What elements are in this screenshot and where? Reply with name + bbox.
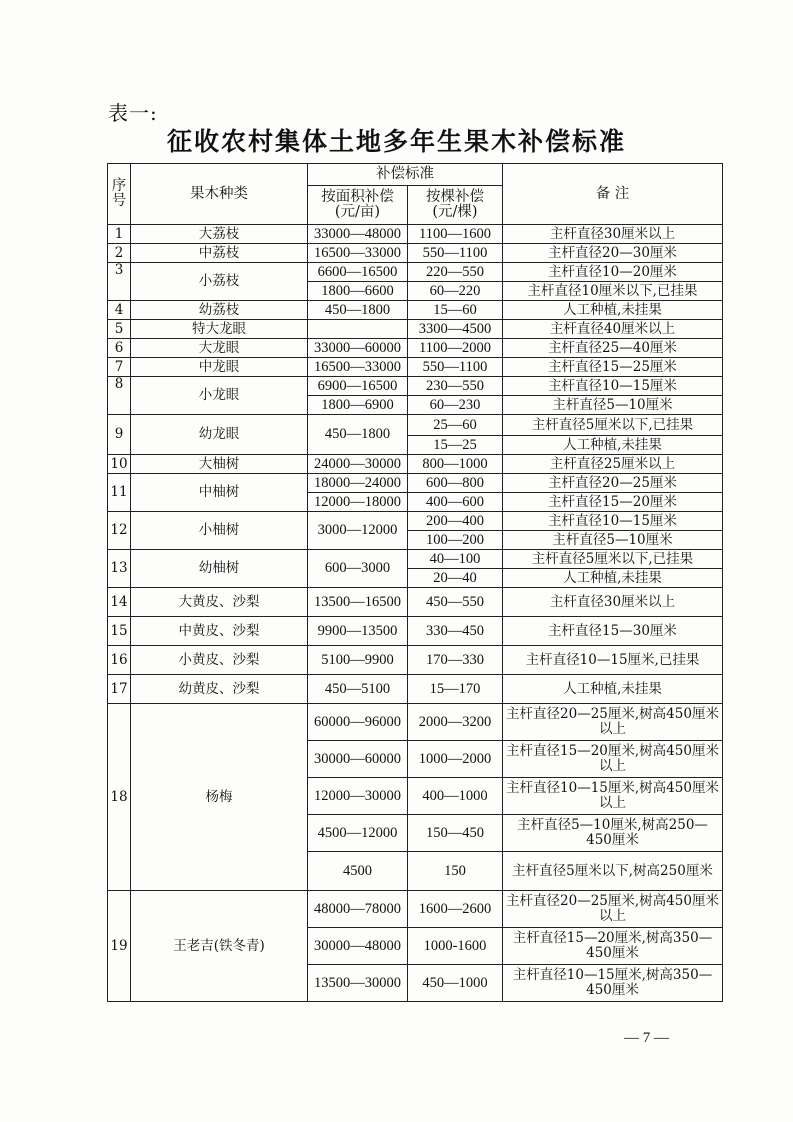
cell-area: 13500—16500 xyxy=(308,588,408,617)
cell-tree: 60—230 xyxy=(408,396,503,415)
cell-tree: 1100—1600 xyxy=(408,225,503,244)
cell-area: 3000—12000 xyxy=(308,512,408,550)
cell-note: 主杆直径15—30厘米 xyxy=(503,617,723,646)
page-number: — 7 — xyxy=(624,1030,669,1046)
cell-variety: 幼柚树 xyxy=(131,550,308,588)
cell-tree: 15—60 xyxy=(408,301,503,320)
cell-tree: 330—450 xyxy=(408,617,503,646)
cell-area: 12000—18000 xyxy=(308,493,408,512)
cell-seq: 6 xyxy=(108,339,131,358)
table-row xyxy=(108,320,723,339)
header-area-line2: (元/亩) xyxy=(334,204,381,220)
header-variety: 果木种类 xyxy=(131,164,308,225)
cell-note: 主杆直径25厘米以上 xyxy=(503,455,723,474)
cell-area: 16500—33000 xyxy=(308,358,408,377)
cell-seq: 11 xyxy=(108,474,131,512)
cell-variety: 小龙眼 xyxy=(131,377,308,415)
table-row xyxy=(108,512,723,531)
table-row xyxy=(108,891,723,928)
cell-note: 主杆直径5—10厘米 xyxy=(503,531,723,550)
cell-variety: 中黄皮、沙梨 xyxy=(131,617,308,646)
cell-seq: 4 xyxy=(108,301,131,320)
cell-note: 主杆直径10—15厘米,树高350—450厘米 xyxy=(503,965,723,1002)
cell-tree: 170—330 xyxy=(408,646,503,675)
cell-note: 主杆直径15—20厘米 xyxy=(503,493,723,512)
cell-note: 主杆直径10厘米以下,已挂果 xyxy=(503,282,723,301)
cell-note: 主杆直径15—20厘米,树高450厘米以上 xyxy=(503,741,723,778)
cell-tree: 1000-1600 xyxy=(408,928,503,965)
cell-tree: 200—400 xyxy=(408,512,503,531)
table-row xyxy=(108,377,723,396)
cell-variety: 小柚树 xyxy=(131,512,308,550)
cell-tree: 20—40 xyxy=(408,569,503,588)
cell-tree: 15—170 xyxy=(408,675,503,704)
cell-area: 1800—6600 xyxy=(308,282,408,301)
cell-seq: 13 xyxy=(108,550,131,588)
cell-area: 33000—60000 xyxy=(308,339,408,358)
cell-area: 18000—24000 xyxy=(308,474,408,493)
cell-area: 450—5100 xyxy=(308,675,408,704)
cell-variety: 幼黄皮、沙梨 xyxy=(131,675,308,704)
cell-tree: 150—450 xyxy=(408,815,503,852)
cell-note: 人工种植,未挂果 xyxy=(503,301,723,320)
cell-variety: 杨梅 xyxy=(131,704,308,891)
cell-area: 48000—78000 xyxy=(308,891,408,928)
cell-variety: 中柚树 xyxy=(131,474,308,512)
cell-note: 主杆直径10—15厘米 xyxy=(503,377,723,396)
cell-tree: 400—600 xyxy=(408,493,503,512)
cell-variety: 大龙眼 xyxy=(131,339,308,358)
table-row xyxy=(108,704,723,741)
table-row xyxy=(108,455,723,474)
cell-area xyxy=(308,320,408,339)
cell-area: 450—1800 xyxy=(308,415,408,455)
cell-tree: 230—550 xyxy=(408,377,503,396)
header-remark: 备 注 xyxy=(503,164,723,225)
table-row xyxy=(108,263,723,282)
cell-area: 6600—16500 xyxy=(308,263,408,282)
cell-area: 60000—96000 xyxy=(308,704,408,741)
compensation-table xyxy=(107,163,723,1002)
cell-tree: 1600—2600 xyxy=(408,891,503,928)
cell-variety: 小荔枝 xyxy=(131,263,308,301)
table-row xyxy=(108,358,723,377)
table-row xyxy=(108,675,723,704)
cell-area: 5100—9900 xyxy=(308,646,408,675)
cell-tree: 150 xyxy=(408,852,503,891)
cell-note: 主杆直径5厘米以下,树高250厘米 xyxy=(503,852,723,891)
cell-tree: 400—1000 xyxy=(408,778,503,815)
cell-tree: 15—25 xyxy=(408,436,503,455)
table-row xyxy=(108,646,723,675)
cell-seq: 8 xyxy=(108,377,131,415)
cell-seq: 18 xyxy=(108,704,131,891)
header-seq: 序号 xyxy=(108,164,131,225)
cell-note: 主杆直径20—25厘米,树高450厘米以上 xyxy=(503,704,723,741)
cell-seq: 14 xyxy=(108,588,131,617)
cell-tree: 40—100 xyxy=(408,550,503,569)
cell-area: 16500—33000 xyxy=(308,244,408,263)
cell-note: 主杆直径30厘米以上 xyxy=(503,588,723,617)
cell-note: 主杆直径5厘米以下,已挂果 xyxy=(503,415,723,436)
cell-note: 主杆直径30厘米以上 xyxy=(503,225,723,244)
cell-tree: 220—550 xyxy=(408,263,503,282)
cell-area: 9900—13500 xyxy=(308,617,408,646)
cell-area: 33000—48000 xyxy=(308,225,408,244)
cell-tree: 550—1100 xyxy=(408,358,503,377)
cell-area: 13500—30000 xyxy=(308,965,408,1002)
cell-note: 主杆直径40厘米以上 xyxy=(503,320,723,339)
cell-tree: 450—550 xyxy=(408,588,503,617)
cell-area: 4500 xyxy=(308,852,408,891)
cell-seq: 7 xyxy=(108,358,131,377)
cell-seq: 19 xyxy=(108,891,131,1002)
cell-tree: 3300—4500 xyxy=(408,320,503,339)
cell-variety: 大黄皮、沙梨 xyxy=(131,588,308,617)
cell-note: 主杆直径10—15厘米,已挂果 xyxy=(503,646,723,675)
cell-variety: 小黄皮、沙梨 xyxy=(131,646,308,675)
cell-area: 30000—60000 xyxy=(308,741,408,778)
table-row xyxy=(108,550,723,569)
cell-tree: 550—1100 xyxy=(408,244,503,263)
header-standard: 补偿标准 xyxy=(308,164,503,186)
cell-seq: 3 xyxy=(108,263,131,301)
table-label: 表一: xyxy=(108,101,158,125)
header-tree xyxy=(408,186,503,225)
cell-tree: 2000—3200 xyxy=(408,704,503,741)
cell-variety: 特大龙眼 xyxy=(131,320,308,339)
cell-note: 人工种植,未挂果 xyxy=(503,436,723,455)
header-tree-line2: (元/棵) xyxy=(432,204,478,220)
table-row xyxy=(108,244,723,263)
cell-note: 主杆直径15—25厘米 xyxy=(503,358,723,377)
cell-area: 6900—16500 xyxy=(308,377,408,396)
page-title: 征收农村集体土地多年生果木补偿标准 xyxy=(166,127,626,156)
table-row xyxy=(108,588,723,617)
cell-seq: 10 xyxy=(108,455,131,474)
cell-seq: 9 xyxy=(108,415,131,455)
cell-variety: 大荔枝 xyxy=(131,225,308,244)
cell-area: 4500—12000 xyxy=(308,815,408,852)
cell-note: 主杆直径10—15厘米,树高450厘米以上 xyxy=(503,778,723,815)
cell-tree: 60—220 xyxy=(408,282,503,301)
cell-seq: 17 xyxy=(108,675,131,704)
cell-seq: 2 xyxy=(108,244,131,263)
cell-variety: 幼荔枝 xyxy=(131,301,308,320)
cell-variety: 王老吉(铁冬青) xyxy=(131,891,308,1002)
cell-tree: 25—60 xyxy=(408,415,503,436)
table-row xyxy=(108,301,723,320)
cell-tree: 600—800 xyxy=(408,474,503,493)
cell-tree: 100—200 xyxy=(408,531,503,550)
cell-tree: 1100—2000 xyxy=(408,339,503,358)
cell-note: 主杆直径15—20厘米,树高350—450厘米 xyxy=(503,928,723,965)
cell-note: 主杆直径5—10厘米 xyxy=(503,396,723,415)
cell-note: 人工种植,未挂果 xyxy=(503,569,723,588)
cell-note: 主杆直径20—25厘米,树高450厘米以上 xyxy=(503,891,723,928)
cell-seq: 1 xyxy=(108,225,131,244)
cell-tree: 1000—2000 xyxy=(408,741,503,778)
cell-area: 600—3000 xyxy=(308,550,408,588)
cell-area: 30000—48000 xyxy=(308,928,408,965)
cell-area: 24000—30000 xyxy=(308,455,408,474)
cell-note: 主杆直径10—20厘米 xyxy=(503,263,723,282)
cell-tree: 800—1000 xyxy=(408,455,503,474)
cell-note: 主杆直径5厘米以下,已挂果 xyxy=(503,550,723,569)
cell-seq: 15 xyxy=(108,617,131,646)
table-row xyxy=(108,617,723,646)
cell-variety: 中龙眼 xyxy=(131,358,308,377)
cell-tree: 450—1000 xyxy=(408,965,503,1002)
table-row xyxy=(108,474,723,493)
table-row xyxy=(108,415,723,436)
header-area-line1: 按面积补偿 xyxy=(321,189,394,205)
cell-note: 人工种植,未挂果 xyxy=(503,675,723,704)
table-row xyxy=(108,339,723,358)
header-area xyxy=(308,186,408,225)
cell-area: 12000—30000 xyxy=(308,778,408,815)
cell-note: 主杆直径5—10厘米,树高250—450厘米 xyxy=(503,815,723,852)
table-row xyxy=(108,225,723,244)
header-tree-line1: 按棵补偿 xyxy=(426,189,484,205)
cell-note: 主杆直径10—15厘米 xyxy=(503,512,723,531)
cell-seq: 16 xyxy=(108,646,131,675)
cell-variety: 中荔枝 xyxy=(131,244,308,263)
cell-note: 主杆直径25—40厘米 xyxy=(503,339,723,358)
cell-seq: 5 xyxy=(108,320,131,339)
cell-note: 主杆直径20—30厘米 xyxy=(503,244,723,263)
cell-note: 主杆直径20—25厘米 xyxy=(503,474,723,493)
cell-variety: 幼龙眼 xyxy=(131,415,308,455)
cell-seq: 12 xyxy=(108,512,131,550)
cell-area: 1800—6900 xyxy=(308,396,408,415)
cell-area: 450—1800 xyxy=(308,301,408,320)
cell-variety: 大柚树 xyxy=(131,455,308,474)
